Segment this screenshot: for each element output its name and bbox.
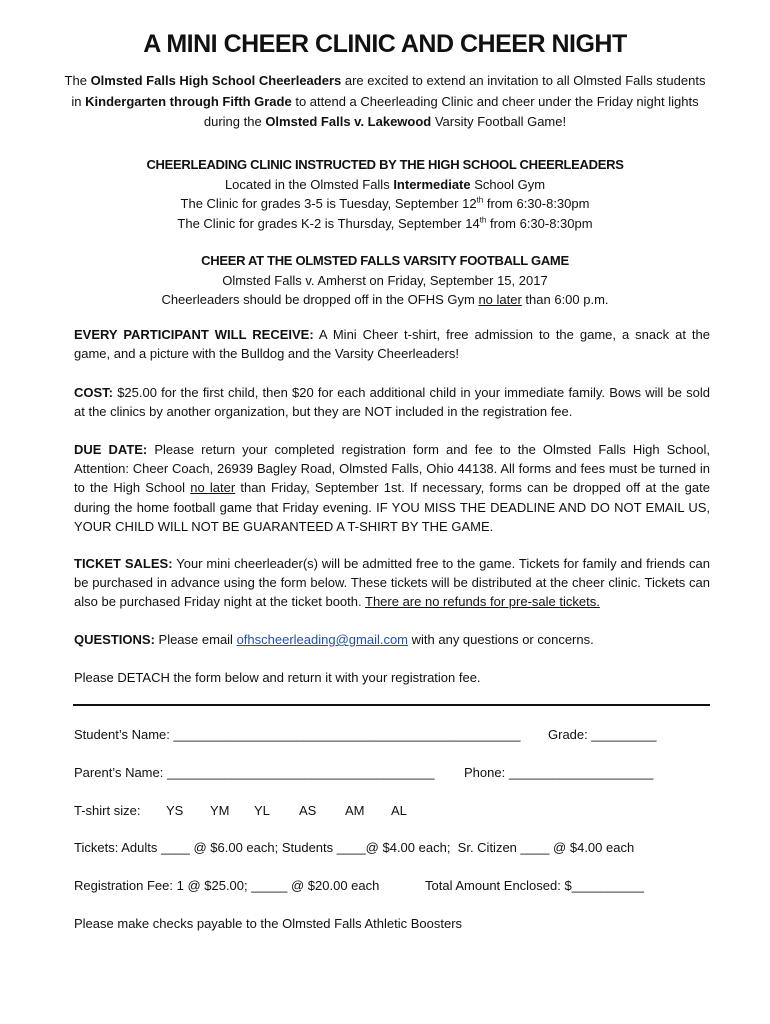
- size-option-ys[interactable]: YS: [166, 803, 184, 818]
- size-option-al[interactable]: AL: [391, 803, 407, 818]
- registration-fee-line[interactable]: Registration Fee: 1 @ $25.00; _____ @ $20.00 each: [74, 878, 380, 893]
- detach-divider: [73, 704, 710, 706]
- size-option-ym[interactable]: YM: [210, 803, 230, 818]
- clinic-heading: CHEERLEADING CLINIC INSTRUCTED BY THE HIGH SCHOOL CHEERLEADERS: [146, 157, 624, 172]
- tickets-order-line[interactable]: Tickets: Adults ____ @ $6.00 each; Students ____@ $4.00 each; Sr. Citizen ____ @ $4.00 each: [74, 840, 635, 855]
- intro-paragraph: The Olmsted Falls High School Cheerleaders are excited to extend an invitation to all Olmsted Falls students in Kindergarten through Fifth Grade to attend a Cheerleading Clinic and cheer under the Friday night lights during the Olmsted Falls v. Lakewood Varsity Football Game!: [64, 73, 706, 129]
- tshirt-size-label: T-shirt size:: [74, 803, 141, 818]
- clinic-grades-k-2: The Clinic for grades K-2 is Thursday, September 14th from 6:30-8:30pm: [177, 215, 593, 231]
- total-amount-field[interactable]: Total Amount Enclosed: $__________: [425, 878, 645, 893]
- page-title: A MINI CHEER CLINIC AND CHEER NIGHT: [143, 30, 627, 58]
- clinic-section: [0, 155, 770, 233]
- size-option-am[interactable]: AM: [345, 803, 365, 818]
- game-section: [0, 251, 770, 310]
- cost-paragraph: COST: $25.00 for the first child, then $20 for each additional child in your immediate family. Bows will be sold at the clinics by another organization, but they are NOT included in the registration fee.: [74, 385, 710, 420]
- checks-payable-note: Please make checks payable to the Olmsted Falls Athletic Boosters: [74, 916, 463, 931]
- game-dropoff: Cheerleaders should be dropped off in the OFHS Gym no later than 6:00 p.m.: [161, 292, 609, 307]
- parent-name-field[interactable]: Parent’s Name: _____________________________________: [74, 765, 435, 780]
- phone-field[interactable]: Phone: ____________________: [464, 765, 654, 780]
- size-option-yl[interactable]: YL: [254, 803, 270, 818]
- game-heading: CHEER AT THE OLMSTED FALLS VARSITY FOOTBALL GAME: [201, 253, 569, 268]
- size-option-as[interactable]: AS: [299, 803, 317, 818]
- detach-note: Please DETACH the form below and return it with your registration fee.: [74, 670, 481, 685]
- ticket-sales-paragraph: TICKET SALES: Your mini cheerleader(s) will be admitted free to the game. Tickets for family and friends can be purchased in advance using the form below. These tickets will be distributed at the cheer clinic. Tickets can also be purchased Friday night at the ticket booth. There are no refunds for pre-sale tickets.: [74, 556, 711, 610]
- email-link[interactable]: ofhscheerleading@gmail.com: [236, 632, 409, 647]
- grade-field[interactable]: Grade: _________: [548, 727, 657, 742]
- clinic-grades-3-5: The Clinic for grades 3-5 is Tuesday, September 12th from 6:30-8:30pm: [180, 195, 590, 211]
- clinic-location: Located in the Olmsted Falls Intermediate School Gym: [224, 176, 546, 192]
- due-date-paragraph: DUE DATE: Please return your completed registration form and fee to the Olmsted Falls High School, Attention: Cheer Coach, 26939 Bagley Road, Olmsted Falls, Ohio 44138. All forms and fees must be turned in to the High School no later than Friday, September 1st. If necessary, forms can be dropped off at the gate during the home football game that Friday evening. IF YOU MISS THE DEADLINE AND DO NOT EMAIL US, YOUR CHILD WILL NOT BE GUARANTEED A T-SHIRT BY THE GAME.: [74, 442, 710, 534]
- receive-paragraph: EVERY PARTICIPANT WILL RECEIVE: A Mini Cheer t-shirt, free admission to the game, a snack at the game, and a picture with the Bulldog and the Varsity Cheerleaders!: [74, 327, 711, 362]
- questions-paragraph: QUESTIONS: Please email ofhscheerleading@gmail.com with any questions or concerns.: [74, 632, 594, 647]
- game-date: Olmsted Falls v. Amherst on Friday, September 15, 2017: [222, 272, 548, 288]
- student-name-field[interactable]: Student’s Name: ________________________________________________: [74, 727, 521, 742]
